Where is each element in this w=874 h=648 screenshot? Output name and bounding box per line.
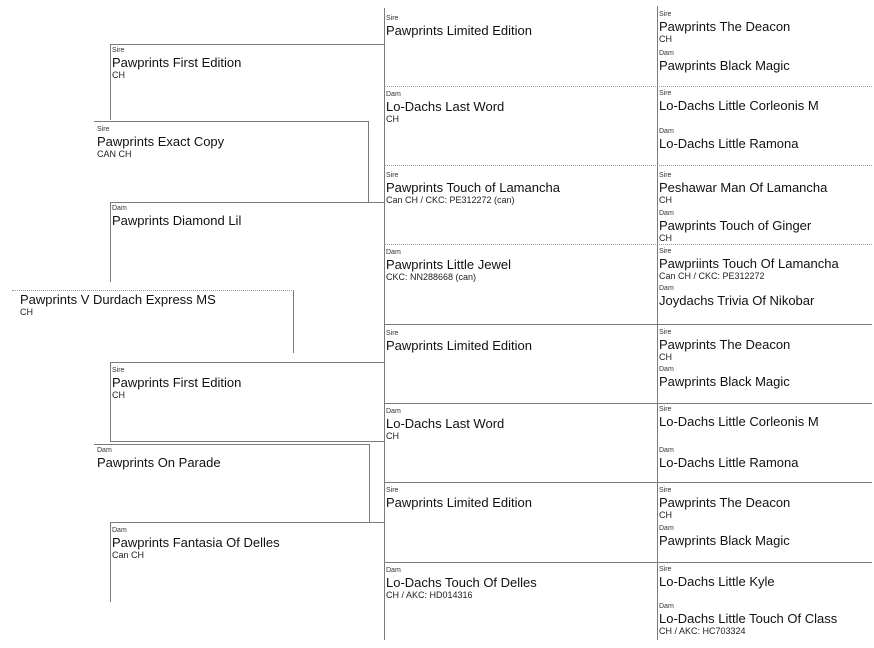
role-label: Sire bbox=[386, 487, 399, 494]
role-label: Dam bbox=[97, 447, 112, 454]
role-label: Dam bbox=[659, 285, 674, 292]
gen2-box1-left bbox=[110, 44, 111, 120]
gen4-cell bbox=[659, 366, 790, 389]
gen2-box4-left bbox=[110, 522, 111, 602]
gen2-box3-bottom bbox=[110, 441, 384, 442]
gen2-box2-top bbox=[110, 202, 384, 203]
gen2-box4-top bbox=[110, 522, 384, 523]
ancestor-title: Can CH / CKC: PE312272 bbox=[659, 271, 765, 281]
ancestor-name: Pawpriints Touch Of Lamancha bbox=[659, 256, 839, 271]
ancestor-name: Lo-Dachs Last Word bbox=[386, 99, 505, 114]
gen1-sire-top bbox=[94, 121, 368, 122]
gen3-sep-2 bbox=[384, 165, 658, 166]
role-label: Sire bbox=[659, 329, 672, 336]
subject-box-right bbox=[293, 291, 294, 353]
role-label: Dam bbox=[386, 249, 401, 256]
gen2-box1-top bbox=[110, 44, 384, 45]
subject-name: Pawprints V Durdach Express MS bbox=[20, 292, 216, 307]
role-label: Sire bbox=[659, 487, 672, 494]
subject-box-top bbox=[12, 290, 294, 291]
ancestor-name: Pawprints The Deacon bbox=[659, 337, 791, 352]
ancestor-name: Pawprints Black Magic bbox=[659, 374, 790, 389]
gen3-sep-7 bbox=[384, 562, 658, 563]
gen4-cell bbox=[659, 50, 790, 73]
gen4-sep-2 bbox=[657, 165, 872, 166]
gen1-dam-top bbox=[94, 444, 370, 445]
ancestor-title: CH / AKC: HD014316 bbox=[386, 590, 473, 600]
gen1-sire-cell bbox=[97, 126, 224, 159]
role-label: Sire bbox=[659, 172, 672, 179]
role-label: Sire bbox=[659, 566, 672, 573]
gen2-cell bbox=[112, 205, 241, 228]
role-label: Sire bbox=[659, 248, 672, 255]
ancestor-title: CH bbox=[659, 34, 672, 44]
gen3-cell bbox=[386, 15, 532, 38]
ancestor-name: Pawprints Limited Edition bbox=[386, 495, 532, 510]
ancestor-name: Joydachs Trivia Of Nikobar bbox=[659, 293, 815, 308]
role-label: Dam bbox=[659, 50, 674, 57]
ancestor-title: CH bbox=[112, 70, 125, 80]
gen4-cell bbox=[659, 285, 814, 308]
ancestor-name: Pawprints Limited Edition bbox=[386, 23, 532, 38]
role-label: Dam bbox=[112, 205, 127, 212]
gen2-cell bbox=[112, 47, 241, 80]
role-label: Dam bbox=[659, 210, 674, 217]
role-label: Sire bbox=[659, 406, 672, 413]
gen4-sep-7 bbox=[657, 562, 872, 563]
ancestor-title: CH bbox=[659, 352, 672, 362]
ancestor-title: CH bbox=[386, 431, 399, 441]
gen3-cell bbox=[386, 408, 504, 441]
role-label: Dam bbox=[659, 447, 674, 454]
role-label: Dam bbox=[659, 366, 674, 373]
ancestor-name: Lo-Dachs Little Corleonis M bbox=[659, 98, 819, 113]
gen4-sep-4 bbox=[657, 324, 872, 325]
gen3-sep-3 bbox=[384, 244, 658, 245]
gen1-dam-right bbox=[369, 444, 370, 522]
role-label: Sire bbox=[97, 126, 110, 133]
ancestor-title: CAN CH bbox=[97, 149, 132, 159]
gen3-cell bbox=[386, 567, 537, 600]
role-label: Sire bbox=[386, 15, 399, 22]
gen4-sep-3 bbox=[657, 244, 872, 245]
gen4-cell bbox=[659, 90, 819, 113]
ancestor-name: Pawprints Black Magic bbox=[659, 533, 790, 548]
ancestor-name: Pawprints Touch of Ginger bbox=[659, 218, 812, 233]
ancestor-name: Pawprints Exact Copy bbox=[97, 134, 225, 149]
ancestor-title: Can CH bbox=[112, 550, 145, 560]
gen4-cell bbox=[659, 329, 790, 362]
role-label: Sire bbox=[659, 90, 672, 97]
gen4-column-left bbox=[657, 6, 658, 640]
role-label: Dam bbox=[659, 128, 674, 135]
gen4-cell bbox=[659, 406, 819, 429]
gen3-cell bbox=[386, 172, 560, 205]
ancestor-name: Peshawar Man Of Lamancha bbox=[659, 180, 828, 195]
gen3-cell bbox=[386, 249, 511, 282]
ancestor-title: CH bbox=[659, 233, 672, 243]
gen4-cell bbox=[659, 566, 775, 589]
gen1-sire-right bbox=[368, 121, 369, 203]
ancestor-title: CKC: NN288668 (can) bbox=[386, 272, 477, 282]
ancestor-title: CH / AKC: HC703324 bbox=[659, 626, 746, 636]
gen4-sep-6 bbox=[657, 482, 872, 483]
subject-title: CH bbox=[20, 307, 33, 317]
gen4-cell bbox=[659, 210, 811, 243]
ancestor-name: Lo-Dachs Little Touch Of Class bbox=[659, 611, 838, 626]
ancestor-name: Pawprints First Edition bbox=[112, 375, 242, 390]
gen4-cell bbox=[659, 172, 827, 205]
ancestor-name: Pawprints Diamond Lil bbox=[112, 213, 242, 228]
gen3-sep-1 bbox=[384, 86, 658, 87]
ancestor-name: Pawprints Fantasia Of Delles bbox=[112, 535, 280, 550]
role-label: Dam bbox=[659, 525, 674, 532]
role-label: Dam bbox=[386, 408, 401, 415]
gen3-sep-6 bbox=[384, 482, 658, 483]
gen3-cell bbox=[386, 91, 504, 124]
ancestor-title: Can CH / CKC: PE312272 (can) bbox=[386, 195, 515, 205]
ancestor-name: Lo-Dachs Last Word bbox=[386, 416, 505, 431]
gen4-cell bbox=[659, 525, 790, 548]
ancestor-name: Lo-Dachs Touch Of Delles bbox=[386, 575, 537, 590]
ancestor-name: Lo-Dachs Little Kyle bbox=[659, 574, 775, 589]
ancestor-name: Pawprints Black Magic bbox=[659, 58, 790, 73]
ancestor-title: CH bbox=[659, 195, 672, 205]
gen4-cell bbox=[659, 447, 798, 470]
role-label: Dam bbox=[386, 91, 401, 98]
gen3-cell bbox=[386, 487, 532, 510]
gen4-cell bbox=[659, 248, 839, 281]
gen2-cell bbox=[112, 367, 241, 400]
gen1-dam-cell bbox=[97, 447, 221, 470]
ancestor-title: CH bbox=[386, 114, 399, 124]
gen2-box3-left bbox=[110, 362, 111, 442]
ancestor-name: Pawprints Limited Edition bbox=[386, 338, 532, 353]
role-label: Sire bbox=[112, 47, 125, 54]
gen3-sep-5 bbox=[384, 403, 658, 404]
role-label: Dam bbox=[659, 603, 674, 610]
ancestor-name: Pawprints The Deacon bbox=[659, 495, 791, 510]
ancestor-title: CH bbox=[659, 510, 672, 520]
ancestor-name: Pawprints On Parade bbox=[97, 455, 221, 470]
role-label: Sire bbox=[386, 330, 399, 337]
gen3-cell bbox=[386, 330, 532, 353]
gen4-sep-1 bbox=[657, 86, 872, 87]
ancestor-name: Lo-Dachs Little Ramona bbox=[659, 136, 799, 151]
gen4-sep-5 bbox=[657, 403, 872, 404]
ancestor-name: Pawprints First Edition bbox=[112, 55, 242, 70]
subject-cell bbox=[20, 292, 216, 317]
role-label: Sire bbox=[112, 367, 125, 374]
ancestor-name: Pawprints Little Jewel bbox=[386, 257, 511, 272]
gen3-sep-4 bbox=[384, 324, 658, 325]
gen2-box3-top bbox=[110, 362, 384, 363]
role-label: Sire bbox=[386, 172, 399, 179]
role-label: Dam bbox=[386, 567, 401, 574]
gen4-cell bbox=[659, 603, 837, 636]
gen4-cell bbox=[659, 487, 790, 520]
gen2-cell bbox=[112, 527, 280, 560]
ancestor-name: Pawprints The Deacon bbox=[659, 19, 791, 34]
gen4-cell bbox=[659, 128, 798, 151]
role-label: Sire bbox=[659, 11, 672, 18]
ancestor-name: Pawprints Touch of Lamancha bbox=[386, 180, 560, 195]
gen2-box2-left bbox=[110, 202, 111, 282]
ancestor-name: Lo-Dachs Little Corleonis M bbox=[659, 414, 819, 429]
ancestor-name: Lo-Dachs Little Ramona bbox=[659, 455, 799, 470]
gen4-cell bbox=[659, 11, 790, 44]
ancestor-title: CH bbox=[112, 390, 125, 400]
role-label: Dam bbox=[112, 527, 127, 534]
